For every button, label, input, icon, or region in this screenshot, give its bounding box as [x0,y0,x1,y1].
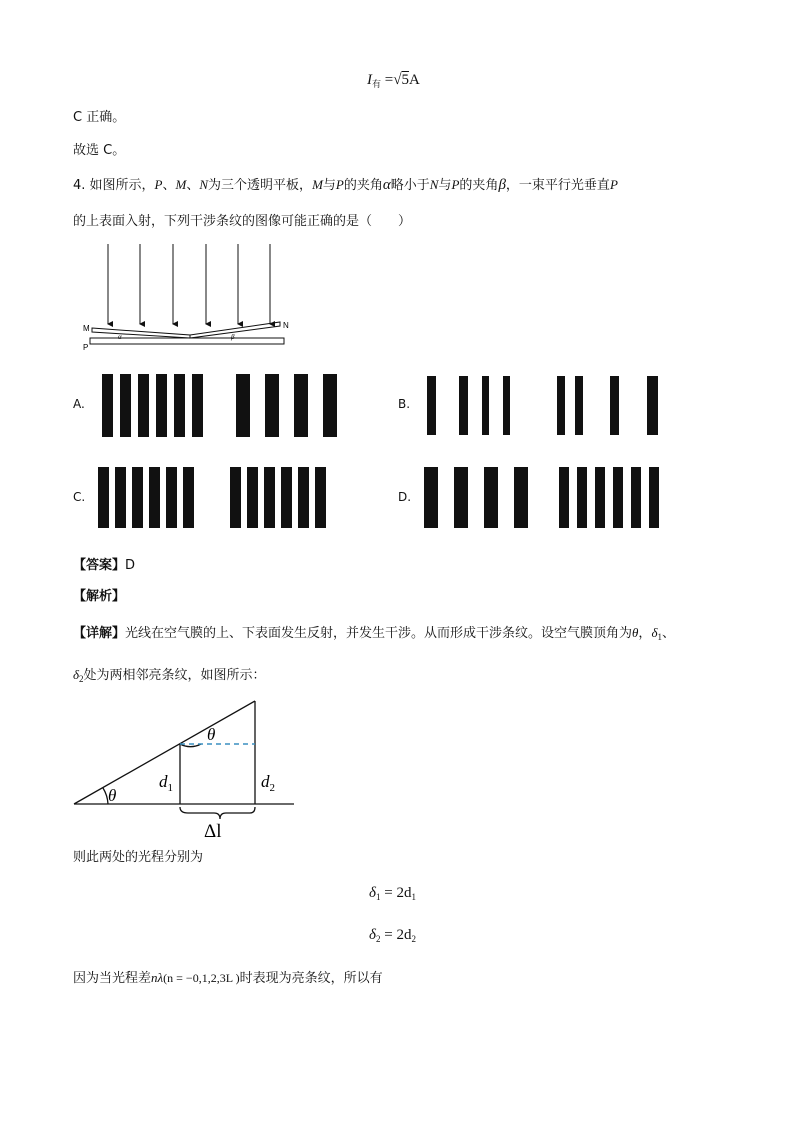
fringe [647,376,658,435]
detail-line-2 [73,666,266,688]
fringe [132,467,143,528]
fringe [315,467,326,528]
formula-i-effective [367,72,420,90]
var-p: P [154,177,163,192]
fringe [298,467,309,528]
answer-value: D [125,558,136,573]
var-m: M [175,177,187,192]
q4-text: 的夹角 [459,178,499,193]
subscript: 1 [657,632,662,642]
formula-i-subscript: 有 [372,79,382,89]
analysis-tag: 【解析】 [73,589,126,604]
plate-n [190,322,280,338]
fringe [138,374,149,437]
fringe [575,376,583,435]
question-4-line-1 [73,176,618,195]
fringe [236,374,250,437]
c-correct-text: C 正确。 [73,110,126,125]
choose-c-text: 故选 C。 [73,143,126,158]
n-condition: (n = −0,1,2,3L ) [163,971,240,985]
detail-tag: 【详解】 [73,626,126,641]
fringe [514,467,528,528]
option-a-label: A. [73,397,85,411]
eq-sub: 1 [375,892,381,902]
fringe [323,374,337,437]
var-delta: δ [651,625,658,640]
fringe [156,374,167,437]
option-a-fringes [102,374,340,437]
fringe [610,376,619,435]
option-d-label: D. [398,490,412,504]
var-alpha: α [382,177,391,193]
d-symbol: d [261,772,270,791]
detail-text: 处为两相邻亮条纹，如图所示： [83,668,266,683]
fringe [265,374,279,437]
q4-prefix: 4. 如图所示， [73,178,155,193]
fringe [454,467,468,528]
fringe [427,376,436,435]
fringe [484,467,498,528]
comma: ， [638,626,652,641]
var-p: P [451,177,460,192]
q4-text: 的夹角 [343,178,383,193]
fringe [149,467,160,528]
label-n: N [283,321,289,330]
q4-text: 与 [322,178,336,193]
eq-delta: δ [369,927,376,943]
label-delta-l: Δl [204,821,222,842]
sep: 、 [162,178,176,193]
subscript: 2 [79,674,84,684]
d-subscript: 1 [167,782,173,794]
fringe [294,374,308,437]
q4-text: 为三个透明平板， [208,178,313,193]
fringe [247,467,258,528]
fringe [557,376,565,435]
plate-m [92,328,190,338]
fringe [503,376,510,435]
fringe [102,374,113,437]
fringe [174,374,185,437]
option-c-label: C. [73,490,86,504]
fringe [559,467,569,528]
last-text-post: 时表现为亮条纹，所以有 [239,971,383,986]
fringe [115,467,126,528]
eq-sub: 2 [411,934,416,944]
label-beta: β [231,333,235,341]
equation-1 [369,885,416,902]
var-n: N [429,177,439,192]
var-m: M [312,177,323,192]
question-4-line-2: 的上表面入射，下列干涉条纹的图像可能正确的是（ ） [73,214,412,229]
fringe [281,467,292,528]
fringe [192,374,203,437]
label-m: M [83,324,90,333]
var-beta: β [498,177,506,193]
detail-line-1 [73,624,675,646]
label-alpha: α [118,333,122,341]
option-c-fringes [98,467,332,528]
theta-top: θ [207,725,216,744]
option-b-fringes [427,376,659,435]
apparatus-figure [80,242,290,357]
var-theta: θ [632,625,639,640]
dun-mark: 、 [661,626,675,641]
delta-l-brace [180,807,255,819]
fringe [613,467,623,528]
equals-sign: = [384,72,394,88]
eq-sub: 2 [375,934,381,944]
equation-2 [369,927,416,944]
eq-rhs: = 2d [384,927,412,943]
q4-text: 与 [438,178,452,193]
sqrt-sign: √ [393,72,402,88]
q4-text: 略小于 [390,178,430,193]
option-d-fringes [424,467,660,528]
fringe [230,467,241,528]
fringe [631,467,641,528]
label-d1 [159,772,173,794]
wedge-diagram [70,695,302,845]
fringe [482,376,489,435]
last-text-pre: 因为当光程差 [73,971,152,986]
var-n: N [199,177,209,192]
fringe [595,467,605,528]
var-p: P [609,177,618,192]
q4-text: ，一束平行光垂直 [505,178,610,193]
sqrt-radicand: 5 [401,72,409,88]
fringe [98,467,109,528]
answer-line [73,557,135,575]
sep: 、 [186,178,200,193]
fringe [264,467,275,528]
var-p: P [335,177,344,192]
theta-bottom: θ [108,786,117,805]
answer-tag: 【答案】 [73,558,126,573]
fringe [120,374,131,437]
formula-i-symbol: I [367,72,372,88]
fringe [577,467,587,528]
label-d2 [261,772,275,794]
option-b-label: B. [398,397,411,411]
n-lambda: nλ [151,970,164,985]
d-subscript: 2 [269,782,275,794]
var-delta: δ [73,667,80,682]
fringe [459,376,468,435]
label-p: P [83,343,89,352]
fringe [183,467,194,528]
detail-text: 光线在空气膜的上、下表面发生反射，并发生干涉。从而形成干涉条纹。设空气膜顶角为 [125,626,633,641]
eq-rhs: = 2d [384,885,412,901]
path-text: 则此两处的光程分别为 [73,850,204,865]
d-symbol: d [159,772,168,791]
fringe [649,467,659,528]
last-line [73,969,383,988]
fringe [166,467,177,528]
fringe [424,467,438,528]
eq-delta: δ [369,885,376,901]
unit-a: A [408,72,420,88]
eq-sub: 1 [411,892,416,902]
